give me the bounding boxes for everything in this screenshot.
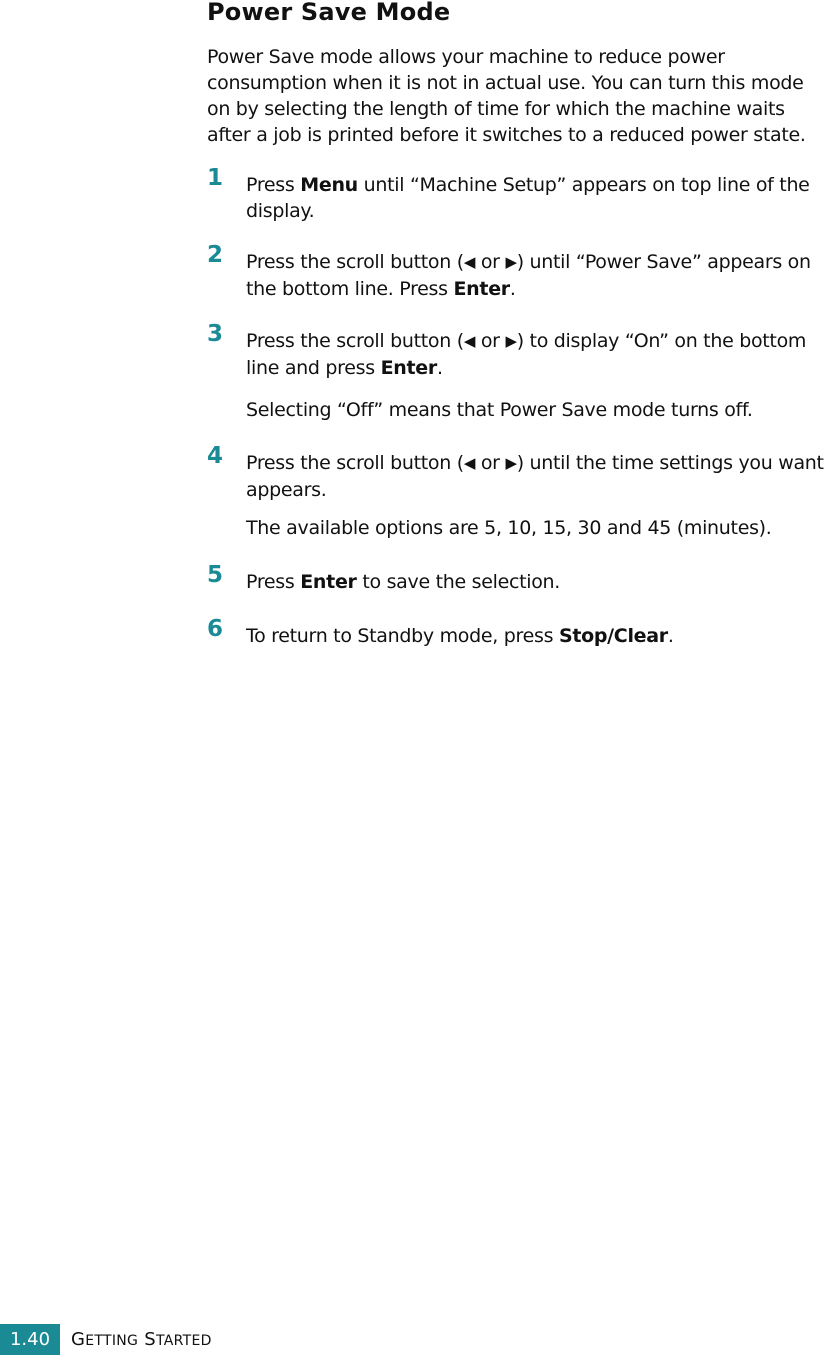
step-text: To return to Standby mode, press Stop/Clear. xyxy=(246,625,674,647)
step-number: 6 xyxy=(207,616,224,642)
right-arrow-icon: ▶ xyxy=(505,253,517,271)
step-text: Press Menu until “Machine Setup” appears on top line of the display. xyxy=(246,174,810,222)
step-text: Press the scroll button (◀ or ▶) to display “On” on the bottom line and press Enter. xyxy=(246,330,807,379)
step-text: Press the scroll button (◀ or ▶) until “Power Save” appears on the bottom line. Press Enter. xyxy=(246,251,811,300)
step-number: 3 xyxy=(207,321,224,347)
step-text: Press Enter to save the selection. xyxy=(246,571,561,593)
left-arrow-icon: ◀ xyxy=(463,253,476,271)
menu-key: Menu xyxy=(300,174,358,196)
page-number: 1.40 xyxy=(0,1324,60,1355)
enter-key: Enter xyxy=(380,357,437,379)
step-number: 4 xyxy=(207,443,224,469)
step-text: Press the scroll button (◀ or ▶) until the time settings you want appears. xyxy=(246,452,824,501)
left-arrow-icon: ◀ xyxy=(463,332,476,350)
step-number: 2 xyxy=(207,242,224,268)
stop-clear-key: Stop/Clear xyxy=(558,625,668,647)
step-note: The available options are 5, 10, 15, 30 and 45 (minutes). xyxy=(246,517,772,539)
step-note: Selecting “Off” means that Power Save mode turns off. xyxy=(246,399,753,421)
right-arrow-icon: ▶ xyxy=(505,332,517,350)
section-intro: Power Save mode allows your machine to reduce power consumption when it is not in actual use. You can turn this mode on by selecting the length of time for which the machine waits after a job is printed before it switches to a reduced power state. xyxy=(207,46,806,146)
step-number: 5 xyxy=(207,562,224,588)
enter-key: Enter xyxy=(453,278,510,300)
right-arrow-icon: ▶ xyxy=(505,454,517,472)
chapter-title: GETTING STARTED xyxy=(71,1329,212,1350)
section-title: Power Save Mode xyxy=(207,0,451,26)
enter-key: Enter xyxy=(300,571,357,593)
step-number: 1 xyxy=(207,165,224,191)
left-arrow-icon: ◀ xyxy=(463,454,476,472)
